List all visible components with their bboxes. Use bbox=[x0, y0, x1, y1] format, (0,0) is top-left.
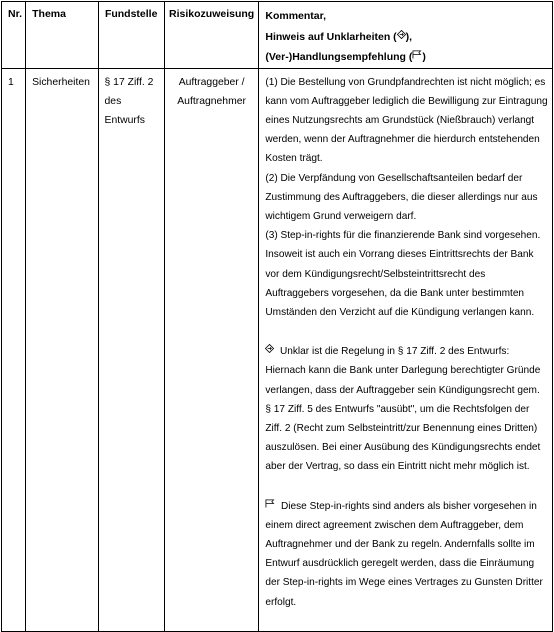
header-kommentar bbox=[259, 2, 553, 69]
cell-thema: Sicherheiten bbox=[26, 68, 98, 631]
comment-paragraph-2: (2) Die Verpfändung von Gesellschaftsanteilen bedarf der Zustimmung des Auftraggebers, die dieser allerdings nur aus wichtigem Grund verweigern darf. bbox=[265, 172, 538, 222]
header-thema: Thema bbox=[26, 2, 98, 69]
header-fundstelle: Fundstelle bbox=[98, 2, 164, 69]
cell-risikozuweisung: Auftraggeber / Auftragnehmer bbox=[164, 68, 259, 631]
cell-kommentar bbox=[259, 68, 553, 631]
header-kommentar-title: Kommentar, bbox=[265, 10, 327, 22]
header-handlungsempfehlung: (Ver-)Handlungsempfehlung ( ) bbox=[265, 47, 552, 68]
header-nr: Nr. bbox=[2, 2, 26, 69]
comment-unklarheit: Unklar ist die Regelung in § 17 Ziff. 2 des Entwurfs: Hiernach kann die Bank unter Darlegung berechtigter Gründe verlangen, dass der Auftraggeber sein Kündigungsrecht gem. § 17 Ziff. 5 des Entwurfs "ausübt", um die Rechtsfolgen der Ziff. 2 (Recht zum Selbsteintritt/zur Benennung eines Dritten) auszulösen. Bei einer Ausübung des Kündigungsrechts endet aber der Vertrag, so dass ein Eintritt nicht mehr möglich ist. bbox=[265, 341, 548, 476]
diamond-arrow-icon bbox=[397, 27, 406, 47]
header-row bbox=[2, 2, 553, 69]
flag-icon bbox=[412, 47, 422, 67]
cell-fundstelle: § 17 Ziff. 2 des Entwurfs bbox=[98, 68, 164, 631]
diamond-arrow-icon bbox=[265, 341, 274, 360]
header-risikozuweisung: Risikozuweisung bbox=[164, 2, 259, 69]
table-row bbox=[2, 68, 553, 631]
comment-paragraph-1: (1) Die Bestellung von Grundpfandrechten ist nicht möglich; es kann vom Auftraggeber lediglich die Bewilligung zur Eintragung eines Nutzungsrechts am Grundstück (Nießbrauch) verlangt werden, wenn der Auftragnehmer die hierdurch entstehenden Kosten trägt. bbox=[265, 76, 548, 165]
cell-nr: 1 bbox=[2, 68, 26, 631]
header-unklarheiten: Hinweis auf Unklarheiten ( ), bbox=[265, 27, 552, 48]
review-table bbox=[1, 1, 553, 632]
flag-icon bbox=[265, 496, 275, 515]
comment-empfehlung: Diese Step-in-rights sind anders als bisher vorgesehen in einem direct agreement zwischen dem Auftraggeber, dem Auftragnehmer und der Bank zu regeln. Andernfalls sollte im Entwurf ausdrücklich geregelt werden, dass die Einräumung der Step-in-rights im Wege eines Vertrages zu Gunsten Dritter erfolgt. bbox=[265, 496, 548, 612]
comment-paragraph-3: (3) Step-in-rights für die finanzierende Bank sind vorgesehen. Insoweit ist auch ein Vorrang dieses Eintrittsrechts der Bank vor dem Kündigungsrecht/Selbsteintrittsrecht des Auftraggebers vorgesehen, da die Bank unter bestimmten Umständen den Verzicht auf die Kündigung verlangen kann. bbox=[265, 230, 541, 318]
